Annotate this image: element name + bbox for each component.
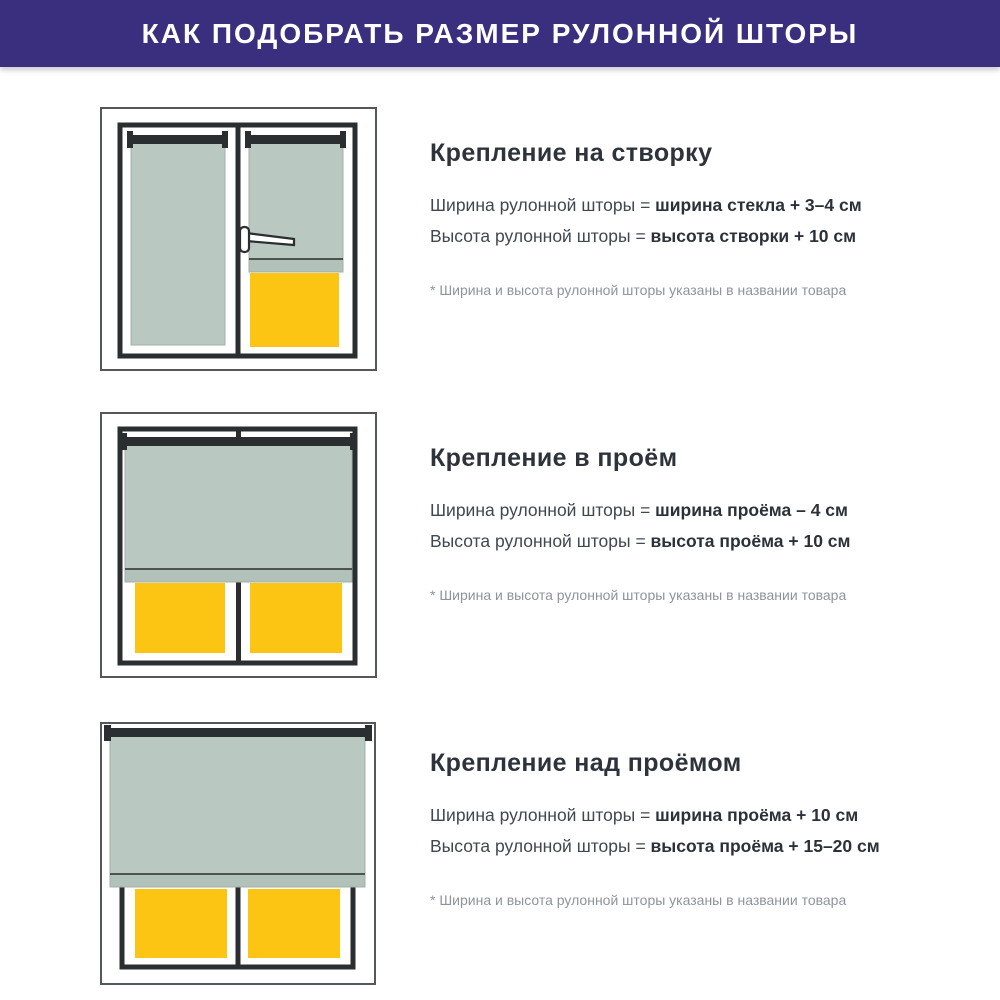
footnote: * Ширина и высота рулонной шторы указаны в названии товара	[430, 282, 847, 298]
window-diagram-blind-in-opening-icon	[100, 412, 377, 678]
window-diagram-blind-above-opening-icon	[100, 722, 376, 985]
cassette-end-cap	[222, 131, 228, 148]
blind-bottom-bar	[110, 874, 365, 887]
section-text	[430, 751, 900, 909]
formula-prefix: Высота рулонной шторы =	[430, 836, 651, 856]
blind-cassette	[124, 437, 353, 446]
blind-bottom-bar	[249, 259, 343, 272]
formula-lines	[430, 800, 900, 862]
glass-pane	[248, 889, 340, 958]
formula-prefix: Высота рулонной шторы =	[430, 531, 651, 551]
formula-lines	[430, 495, 900, 557]
roller-blind-right-sash	[245, 131, 346, 272]
page-title: КАК ПОДОБРАТЬ РАЗМЕР РУЛОННОЙ ШТОРЫ	[141, 17, 859, 49]
section-text	[430, 141, 900, 299]
formula-prefix: Ширина рулонной шторы =	[430, 500, 656, 520]
blind-cassette	[248, 135, 344, 144]
glass-pane	[250, 583, 342, 653]
section-mount-on-sash	[0, 107, 1000, 407]
roller-blind	[104, 725, 372, 887]
blind-cassette	[107, 728, 369, 737]
height-formula-line	[430, 526, 900, 557]
formula-lines	[430, 190, 900, 252]
blind-cassette	[130, 135, 226, 144]
formula-value: высота проёма + 10 см	[650, 531, 851, 551]
glass-pane	[135, 583, 225, 653]
formula-value: высота створки + 10 см	[650, 226, 857, 246]
cassette-end-cap	[365, 725, 372, 741]
section-mount-in-opening	[0, 412, 1000, 712]
glass-pane	[250, 273, 339, 347]
height-formula-line	[430, 221, 900, 252]
roller-blind-left-sash	[127, 131, 228, 345]
section-text	[430, 446, 900, 604]
title-banner	[0, 0, 1000, 67]
cassette-end-cap	[350, 433, 356, 450]
cassette-end-cap	[127, 131, 133, 148]
window-diagram-blind-on-sash-icon	[100, 107, 377, 371]
formula-value: ширина стекла + 3–4 см	[655, 195, 862, 215]
blind-bottom-bar	[125, 569, 352, 582]
width-formula-line	[430, 495, 900, 526]
blind-fabric	[131, 140, 225, 345]
section-mount-above-opening	[0, 722, 1000, 1000]
formula-value: ширина проёма + 10 см	[655, 805, 859, 825]
width-formula-line	[430, 800, 900, 831]
width-formula-line	[430, 190, 900, 221]
formula-prefix: Ширина рулонной шторы =	[430, 805, 656, 825]
formula-prefix: Высота рулонной шторы =	[430, 226, 651, 246]
footnote: * Ширина и высота рулонной шторы указаны в названии товара	[430, 892, 847, 908]
cassette-end-cap	[340, 131, 346, 148]
height-formula-line	[430, 831, 900, 862]
section-heading: Крепление в проём	[430, 444, 678, 472]
cassette-end-cap	[245, 131, 251, 148]
roller-blind	[121, 433, 356, 582]
cassette-end-cap	[121, 433, 127, 450]
cassette-end-cap	[104, 725, 111, 741]
blind-fabric	[110, 735, 365, 874]
formula-value: высота проёма + 15–20 см	[650, 836, 880, 856]
section-heading: Крепление над проёмом	[430, 749, 742, 777]
footnote: * Ширина и высота рулонной шторы указаны в названии товара	[430, 587, 847, 603]
blind-fabric	[125, 444, 352, 569]
handle-base	[240, 227, 249, 252]
section-heading: Крепление на створку	[430, 139, 713, 167]
formula-value: ширина проёма – 4 см	[655, 500, 848, 520]
formula-prefix: Ширина рулонной шторы =	[430, 195, 656, 215]
glass-pane	[135, 889, 227, 958]
